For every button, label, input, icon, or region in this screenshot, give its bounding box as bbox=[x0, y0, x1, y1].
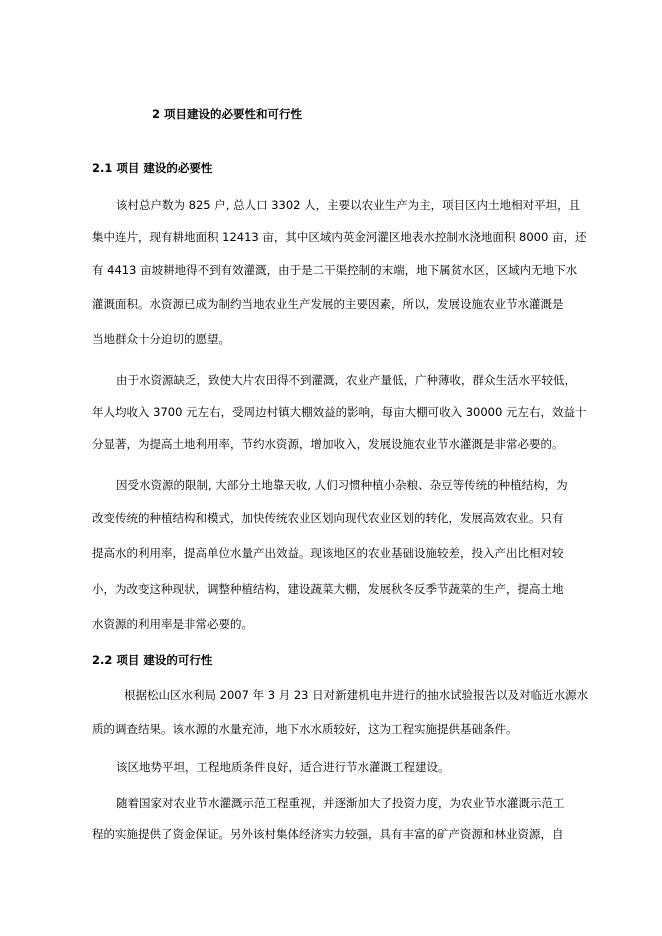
paragraph-line: 分显著，为提高土地利用率，节约水资源，增加收入，发展设施农业节水灌溉是非常必要的。 bbox=[92, 437, 564, 451]
paragraph-line: 随着国家对农业节水灌溉示范工程重视，并逐渐加大了投资力度，为农业节水灌溉示范工 bbox=[116, 796, 565, 810]
paragraph-line: 集中连片，现有耕地面积 12413 亩，其中区域内英金河灌区地表水控制水浇地面积 8000 亩，还 bbox=[92, 230, 587, 244]
paragraph-line: 改变传统的种植结构和模式，加快传统农业区划向现代农业区划的转化，发展高效农业。只有 bbox=[92, 511, 564, 525]
paragraph-line: 灌溉面积。水资源已成为制约当地农业生产发展的主要因素，所以，发展设施农业节水灌溉是 bbox=[92, 297, 564, 311]
paragraph-line: 由于水资源缺乏，致使大片农田得不到灌溉，农业产量低，广种薄收，群众生活水平较低， bbox=[116, 373, 576, 387]
paragraph-line: 质的调查结果。该水源的水量充沛，地下水水质较好，这为工程实施提供基础条件。 bbox=[92, 722, 518, 736]
paragraph-line: 程的实施提供了资金保证。另外该村集体经济实力较强，具有丰富的矿产资源和林业资源，自 bbox=[92, 827, 564, 841]
chapter-title: 2 项目建设的必要性和可行性 bbox=[152, 107, 303, 121]
section-title-necessity: 2.1 项目 建设的必要性 bbox=[92, 161, 213, 175]
paragraph-line: 有 4413 亩坡耕地得不到有效灌溉，由于是二干渠控制的末端，地下属贫水区，区域内无地下水 bbox=[92, 263, 578, 277]
paragraph-line: 提高水的利用率，提高单位水量产出效益。现该地区的农业基础设施较差，投入产出比相对较 bbox=[92, 546, 564, 560]
paragraph-line: 当地群众十分迫切的愿望。 bbox=[92, 332, 230, 346]
paragraph-line: 水资源的利用率是非常必要的。 bbox=[92, 617, 253, 631]
paragraph-line: 根据松山区水利局 2007 年 3 月 23 日对新建机电井进行的抽水试验报告以及对临近水源水 bbox=[124, 688, 589, 702]
paragraph-line: 因受水资源的限制, 大部分土地靠天收, 人们习惯种植小杂粮、杂豆等传统的种植结构，为 bbox=[116, 478, 568, 492]
paragraph-line: 该区地势平坦，工程地质条件良好，适合进行节水灌溉工程建设。 bbox=[116, 760, 450, 774]
paragraph-line: 年人均收入 3700 元左右，受周边村镇大棚效益的影响，每亩大棚可收入 30000 元左右，效益十 bbox=[92, 405, 587, 419]
section-title-feasibility: 2.2 项目 建设的可行性 bbox=[92, 653, 213, 667]
paragraph-line: 该村总户数为 825 户, 总人口 3302 人，主要以农业生产为主，项目区内土地相对平坦，且 bbox=[116, 198, 581, 212]
paragraph-line: 小，为改变这种现状，调整种植结构，建设蔬菜大棚，发展秋冬反季节蔬菜的生产，提高土地 bbox=[92, 582, 564, 596]
